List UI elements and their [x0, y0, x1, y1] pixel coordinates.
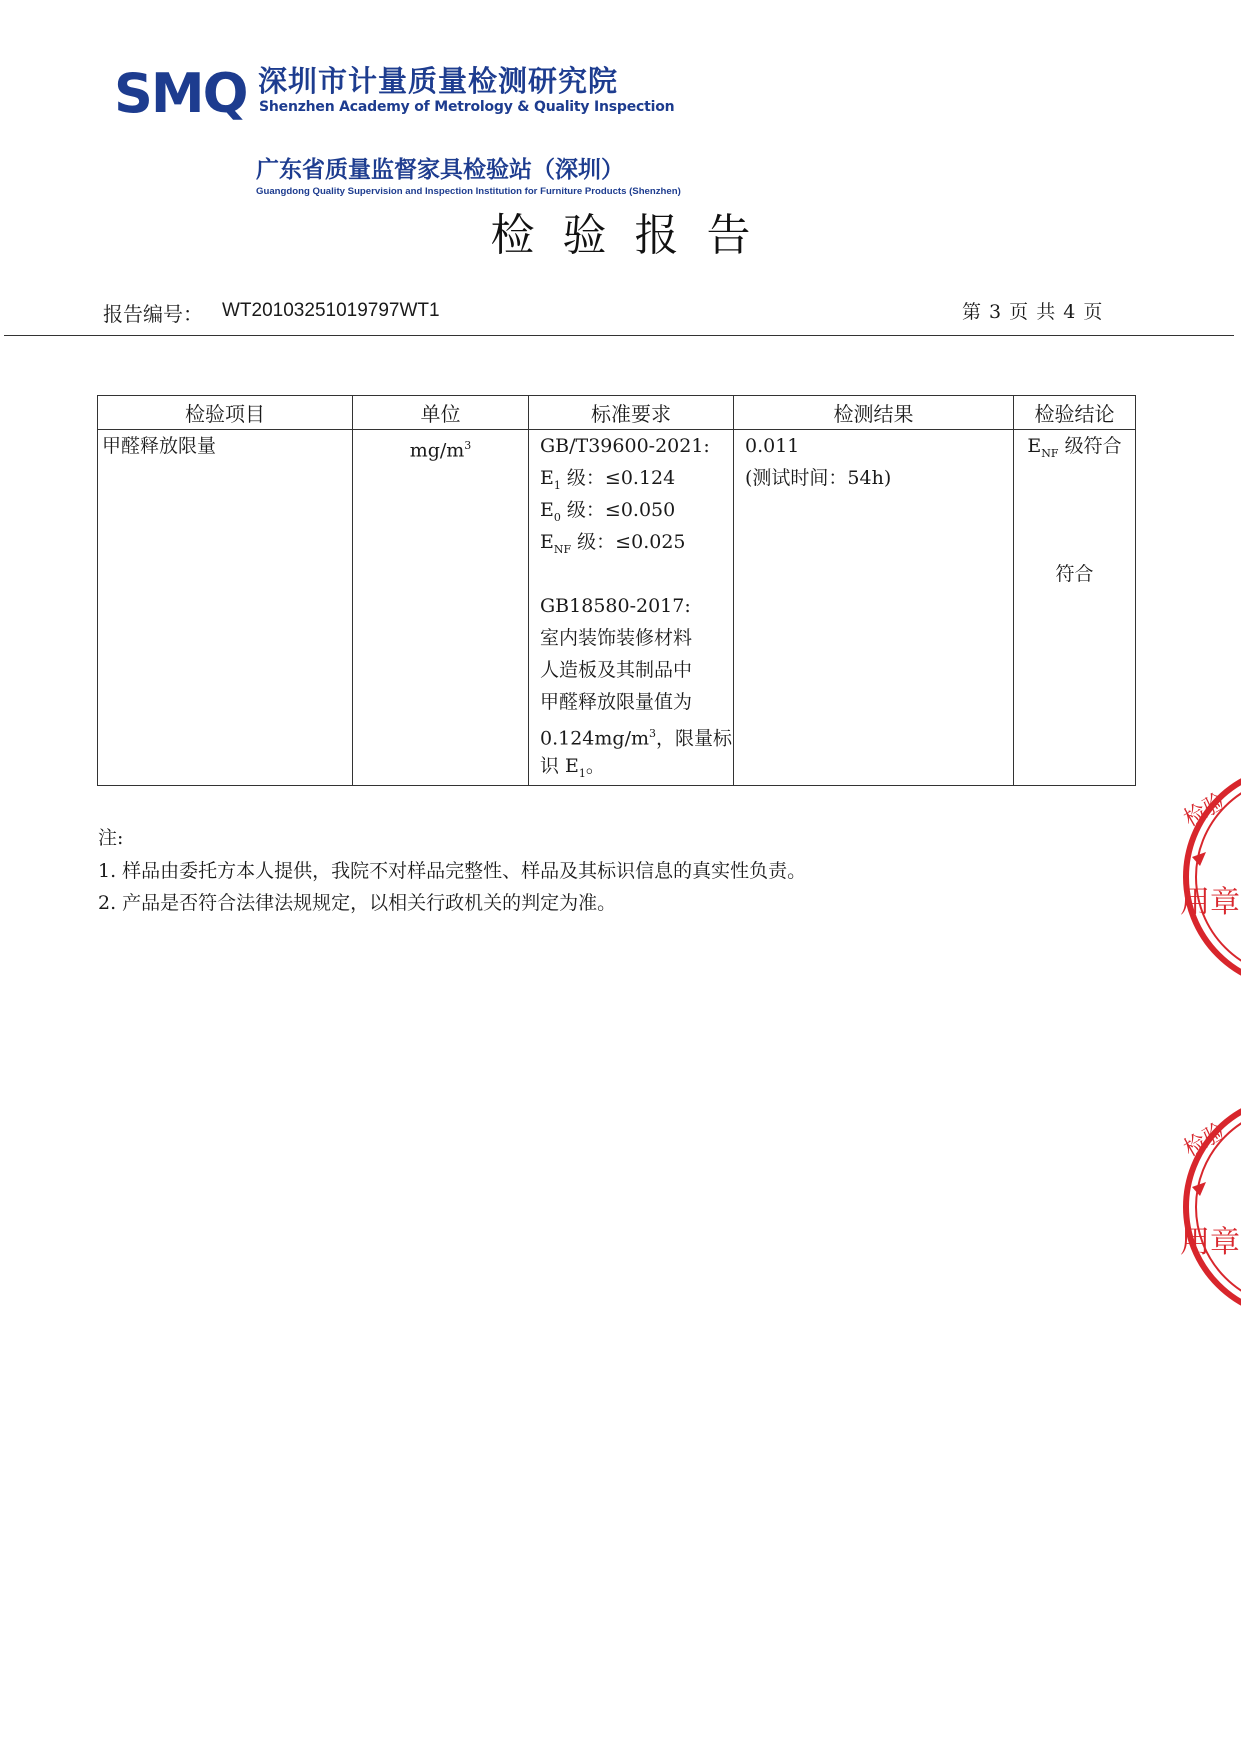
spacer: [1014, 462, 1135, 494]
table-row: [98, 430, 1136, 786]
conclusion-1-base: E: [1027, 435, 1042, 457]
req-text-line-1: 室内装饰装修材料: [540, 627, 693, 649]
header-divider: [4, 335, 1234, 336]
req-enf-base: E: [540, 531, 554, 553]
req-text-5a: 识 E: [540, 755, 579, 777]
conclusion-1: [1014, 430, 1135, 462]
results-table: [97, 395, 1136, 786]
notes-label: 注:: [98, 827, 124, 849]
spacer: [1014, 526, 1135, 558]
official-seal-2: [1178, 1092, 1241, 1322]
req-text-5b: 。: [585, 755, 605, 777]
req-e0-text: 级：≤0.050: [560, 499, 676, 521]
req-e0-sub: 0: [553, 510, 561, 524]
req-enf-limit: [540, 526, 733, 558]
note-item-2: 2. 产品是否符合法律法规规定，以相关行政机关的判定为准。: [98, 892, 617, 914]
header-result: 检测结果: [734, 396, 1014, 430]
spacer: [1014, 494, 1135, 526]
conclusion-1-text: 级符合: [1058, 435, 1122, 457]
table-header-row: [98, 396, 1136, 430]
req-text-line-4: [540, 718, 733, 750]
report-title: 检验报告: [490, 210, 779, 261]
req-standard-1: GB/T39600-2021:: [540, 435, 710, 457]
report-number-label: 报告编号：: [103, 302, 203, 326]
req-text-5sub: 1: [578, 766, 586, 780]
institute-name-en: Shenzhen Academy of Metrology & Quality Inspection: [259, 99, 675, 115]
official-seal-1: [1178, 762, 1241, 992]
header-requirement: 标准要求: [529, 396, 734, 430]
station-name-cn: 广东省质量监督家具检验站（深圳）: [256, 157, 624, 183]
test-item-name: 甲醛释放限量: [102, 435, 217, 457]
institute-name-cn: 深圳市计量质量检测研究院: [258, 64, 619, 98]
header-unit: 单位: [353, 396, 529, 430]
req-text-line-2: 人造板及其制品中: [540, 659, 693, 681]
svg-text:检验: 检验: [1179, 788, 1231, 833]
report-number-value: WT20103251019797WT1: [222, 300, 440, 321]
req-e0-limit: [540, 494, 733, 526]
cell-requirement: [529, 430, 734, 786]
req-e1-text: 级：≤0.124: [560, 467, 676, 489]
header-conclusion: 检验结论: [1014, 396, 1136, 430]
svg-text:检验: 检验: [1179, 1118, 1231, 1163]
cell-unit: [353, 430, 529, 786]
seal-stamp-icon: [1178, 762, 1241, 992]
spacer: [540, 558, 733, 590]
station-name-en: Guangdong Quality Supervision and Inspection Institution for Furniture Products (Shenzhen): [256, 186, 681, 197]
smq-logo-text: SMQ: [114, 62, 247, 125]
req-e1-base: E: [540, 467, 554, 489]
cell-test-item: [98, 430, 353, 786]
req-text-line-3: 甲醛释放限量值为: [540, 691, 693, 713]
req-e1-limit: [540, 462, 733, 494]
req-enf-sub: NF: [553, 542, 572, 556]
unit-value: [353, 430, 528, 462]
req-text-line-5: [540, 750, 733, 782]
note-item-1: 1. 样品由委托方本人提供，我院不对样品完整性、样品及其标识信息的真实性负责。: [98, 860, 807, 882]
conclusion-1-sub: NF: [1041, 446, 1059, 460]
conclusion-2: 符合: [1055, 563, 1094, 585]
req-standard-2: GB18580-2017:: [540, 595, 691, 617]
svg-text:用章: 用章: [1180, 885, 1240, 920]
cell-result: [734, 430, 1014, 786]
req-enf-text: 级：≤0.025: [571, 531, 686, 553]
svg-text:用章: 用章: [1180, 1225, 1240, 1260]
unit-base: mg/m: [409, 439, 465, 462]
req-text-4b: ，限量标: [656, 727, 733, 750]
req-text-4sup: 3: [649, 727, 656, 740]
cell-conclusion: [1014, 430, 1136, 786]
result-note: (测试时间：54h): [745, 467, 892, 489]
result-value: 0.011: [745, 435, 800, 457]
req-e0-base: E: [540, 499, 554, 521]
seal-stamp-icon: [1178, 1092, 1241, 1322]
unit-superscript: 3: [464, 439, 472, 452]
header-test-item: 检验项目: [98, 396, 353, 430]
req-e1-sub: 1: [553, 478, 561, 492]
req-text-4a: 0.124mg/m: [540, 727, 649, 750]
page-indicator: 第 3 页 共 4 页: [962, 301, 1104, 323]
